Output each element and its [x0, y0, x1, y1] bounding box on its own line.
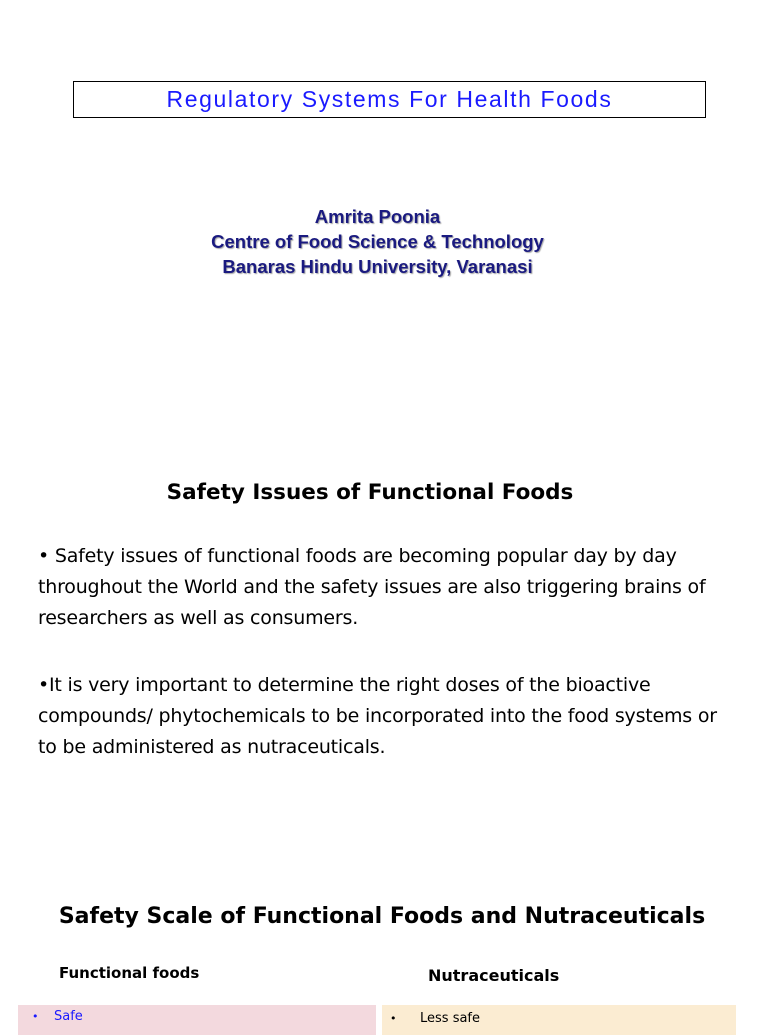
nutraceuticals-column-label: Nutraceuticals	[428, 966, 560, 985]
author-department: Centre of Food Science & Technology	[211, 231, 544, 252]
author-university: Banaras Hindu University, Varanasi	[222, 256, 533, 277]
safety-issues-paragraph-1: • Safety issues of functional foods are becoming popular day by day throughout the World and the safety issues are also triggering brains of researchers as well as consumers.	[38, 545, 706, 629]
slide-title-box	[73, 81, 706, 118]
bullet-icon: •	[32, 1010, 39, 1023]
slide-title: Regulatory Systems For Health Foods	[166, 86, 613, 112]
safety-issues-heading: Safety Issues of Functional Foods	[166, 480, 574, 505]
bullet-icon: •	[390, 1012, 397, 1025]
author-block	[0, 204, 755, 279]
functional-foods-column-label: Functional foods	[59, 964, 200, 982]
functional-foods-box	[18, 1005, 376, 1035]
list-item-text: Less safe	[420, 1011, 481, 1026]
nutraceuticals-box	[382, 1005, 736, 1035]
safety-issues-paragraph-2: •It is very important to determine the right doses of the bioactive compounds/ phytochemicals to be incorporated into the food systems or to be administered as nutraceuticals.	[38, 674, 717, 758]
list-item-text: Safe	[54, 1009, 83, 1024]
list-item	[32, 1009, 83, 1024]
safety-scale-heading: Safety Scale of Functional Foods and Nutraceuticals	[58, 904, 706, 929]
author-name: Amrita Poonia	[314, 206, 441, 227]
